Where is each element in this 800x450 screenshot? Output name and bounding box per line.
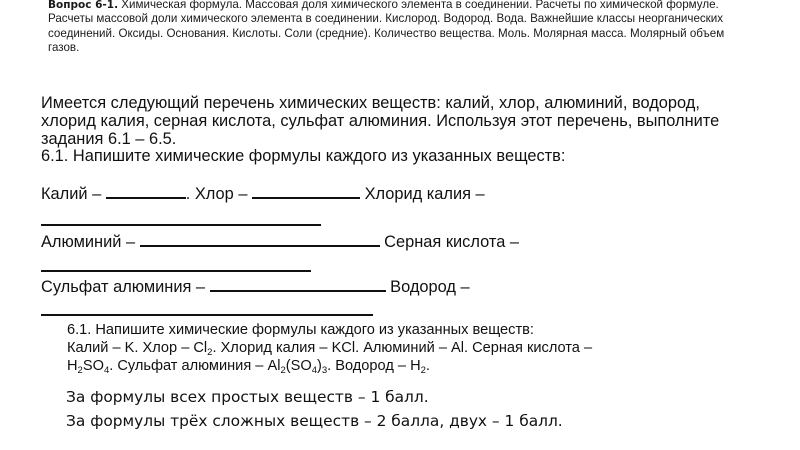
- worksheet-row-3: Сульфат алюминия – Водород –: [41, 278, 470, 296]
- question-header: [48, 0, 800, 56]
- task-line-3: задания 6.1 – 6.5.: [41, 129, 177, 148]
- answer-line-2: Калий – K. Хлор – $Cl_2$. Хлорид калия – KCl. Алюминий – Al. Серная кислота –: [67, 340, 593, 359]
- blank-aluminium[interactable]: [140, 231, 380, 247]
- blank-potassium-chloride[interactable]: [41, 224, 321, 226]
- worksheet-row-1: Калий – . Хлор – Хлорид калия –: [41, 185, 485, 203]
- blank-chlorine[interactable]: [252, 183, 360, 199]
- scoring-criteria: [66, 386, 563, 432]
- task-line-2: хлорид калия, серная кислота, сульфат алюминия. Используя этот перечень, выполните: [41, 111, 720, 130]
- answer-title: 6.1. Напишите химические формулы каждого из указанных веществ:: [67, 322, 534, 338]
- blank-aluminium-sulfate[interactable]: [210, 276, 386, 292]
- scoring-line-2: За формулы трёх сложных веществ – 2 балла, двух – 1 балл.: [66, 412, 563, 430]
- question-label: Вопрос 6-1: [48, 0, 115, 11]
- answer-line-3: $H_2SO_4$. Сульфат алюминия – $Al_2(SO_4)_3$. Водород – $H_2$.: [67, 358, 430, 377]
- header-line-3: соединений. Оксиды. Основания. Кислоты. Соли (средние). Количество вещества. Моль. Молярная масса. Молярный объем: [48, 26, 725, 40]
- header-line-4: газов.: [48, 41, 80, 55]
- blank-hydrogen[interactable]: [41, 314, 373, 316]
- task-line-4: 6.1. Напишите химические формулы каждого из указанных веществ:: [41, 147, 566, 166]
- blank-potassium[interactable]: [106, 183, 186, 199]
- task-statement: [41, 95, 800, 166]
- scoring-line-1: За формулы всех простых веществ – 1 балл.: [66, 388, 429, 406]
- worksheet-row-2: Алюминий – Серная кислота –: [41, 233, 519, 251]
- task-line-1: Имеется следующий перечень химических веществ: калий, хлор, алюминий, водород,: [41, 94, 700, 112]
- answer-key: [67, 321, 592, 376]
- blank-sulfuric-acid[interactable]: [41, 270, 311, 272]
- header-line-1: Вопрос 6-1. Химическая формула. Массовая доля химического элемента в соединении. Расчеты по химической формуле.: [48, 0, 719, 11]
- header-line-2: Расчеты массовой доли химического элемента в соединении. Кислород. Водород. Вода. Важнейшие классы неорганических: [48, 12, 724, 26]
